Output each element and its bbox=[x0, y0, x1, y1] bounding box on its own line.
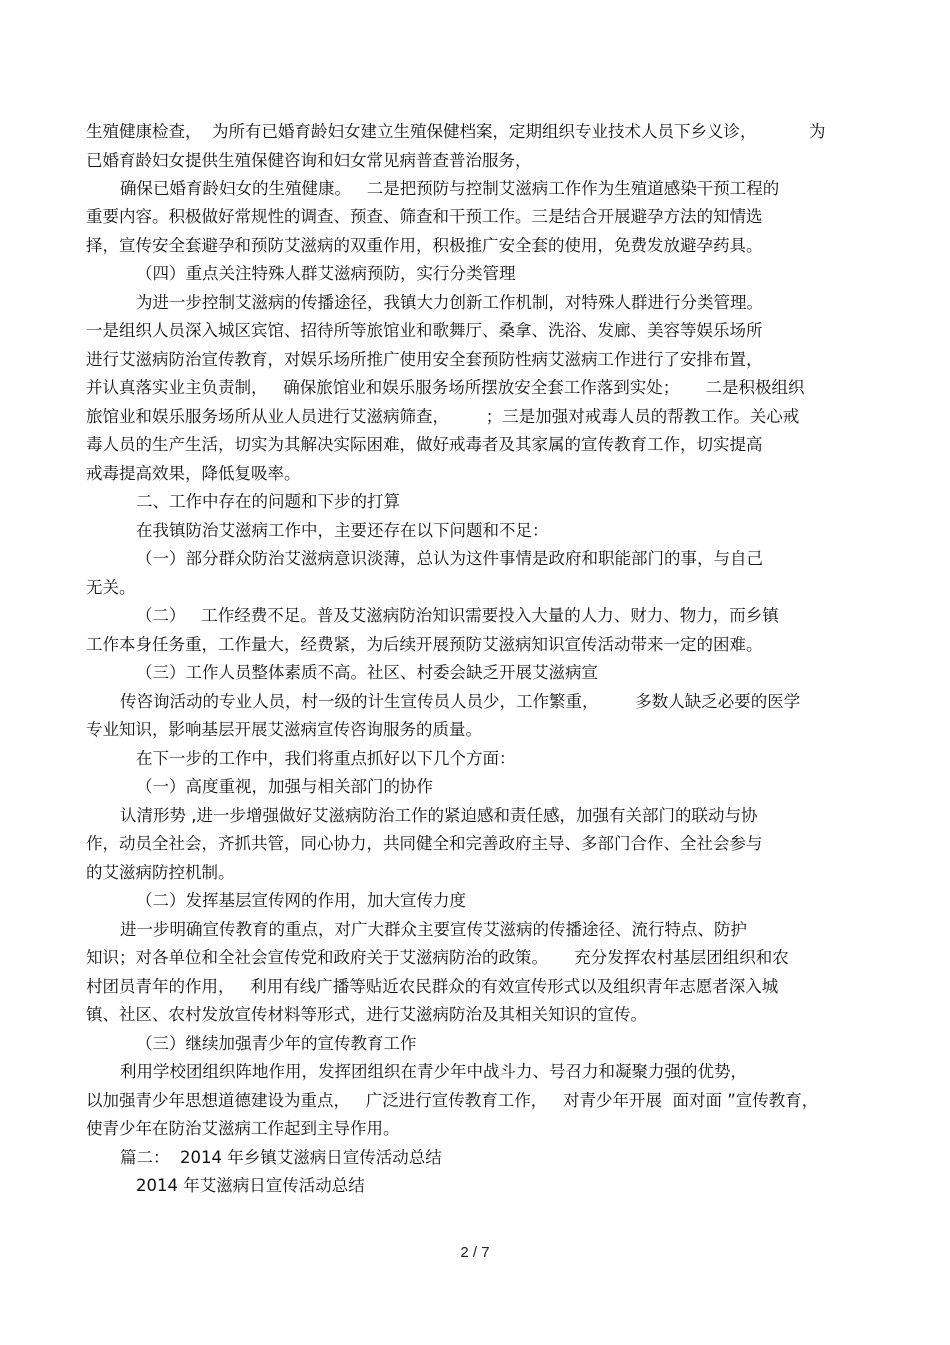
text-line: 一是组织人员深入城区宾馆、招待所等旅馆业和歌舞厅、桑拿、洗浴、发廊、美容等娱乐场所 bbox=[86, 321, 763, 340]
text-line: 进一步明确宣传教育的重点，对广大群众主要宣传艾滋病的传播途径、流行特点、防护 bbox=[120, 920, 747, 939]
text-line: 作，动员全社会，齐抓共管，同心协力，共同健全和完善政府主导、多部门合作、全社会参与 bbox=[86, 834, 763, 853]
text-line: 村团员青年的作用， 利用有线广播等贴近农民群众的有效宣传形式以及组织青年志愿者深入城 bbox=[86, 977, 779, 996]
text-line: 使青少年在防治艾滋病工作起到主导作用。 bbox=[86, 1119, 400, 1138]
text-line: 专业知识，影响基层开展艾滋病宣传咨询服务的质量。 bbox=[86, 720, 482, 739]
text-line: 无关。 bbox=[86, 578, 136, 597]
text-line: 进行艾滋病防治宣传教育，对娱乐场所推广使用安全套预防性病艾滋病工作进行了安排布置， bbox=[86, 350, 763, 369]
page-number: 2 / 7 bbox=[460, 1244, 490, 1261]
text-line: 的艾滋病防控机制。 bbox=[86, 863, 235, 882]
text-line: 生殖健康检查， 为所有已婚育龄妇女建立生殖保健档案，定期组织专业技术人员下乡义诊， 为 bbox=[86, 122, 826, 141]
article-subtitle: 2014 年艾滋病日宣传活动总结 bbox=[136, 1176, 365, 1195]
section-heading: （二）发挥基层宣传网的作用，加大宣传力度 bbox=[136, 891, 466, 910]
text-line: 择，宣传安全套避孕和预防艾滋病的双重作用，积极推广安全套的使用，免费发放避孕药具。 bbox=[86, 236, 763, 255]
text-line: 重要内容。积极做好常规性的调查、预查、筛查和干预工作。三是结合开展避孕方法的知情选 bbox=[86, 207, 763, 226]
text-line: 在我镇防治艾滋病工作中，主要还存在以下问题和不足： bbox=[136, 521, 549, 540]
text-line: 镇、社区、农村发放宣传材料等形式，进行艾滋病防治及其相关知识的宣传。 bbox=[86, 1005, 647, 1024]
article-title: 篇二： 2014 年乡镇艾滋病日宣传活动总结 bbox=[120, 1148, 442, 1167]
text-line: 知识；对各单位和全社会宣传党和政府关于艾滋病防治的政策。 充分发挥农村基层团组织和农 bbox=[86, 948, 789, 967]
text-line: 认清形势 ,进一步增强做好艾滋病防治工作的紧迫感和责任感，加强有关部门的联动与协 bbox=[120, 806, 758, 825]
text-line: 利用学校团组织阵地作用，发挥团组织在青少年中战斗力、号召力和凝聚力强的优势， bbox=[120, 1062, 747, 1081]
section-heading: （三）继续加强青少年的宣传教育工作 bbox=[136, 1034, 417, 1053]
text-line: 为进一步控制艾滋病的传播途径，我镇大力创新工作机制，对特殊人群进行分类管理。 bbox=[136, 293, 763, 312]
text-line: 在下一步的工作中，我们将重点抓好以下几个方面： bbox=[136, 749, 516, 768]
text-line: 已婚育龄妇女提供生殖保健咨询和妇女常见病普查普治服务， bbox=[86, 151, 532, 170]
text-line: （三）工作人员整体素质不高。社区、村委会缺乏开展艾滋病宣 bbox=[136, 663, 598, 682]
text-line: （二） 工作经费不足。普及艾滋病防治知识需要投入大量的人力、财力、物力，而乡镇 bbox=[136, 606, 779, 625]
text-line: 并认真落实业主负责制， 确保旅馆业和娱乐服务场所摆放安全套工作落到实处； 二是积极组织 bbox=[86, 378, 805, 397]
text-line: 传咨询活动的专业人员，村一级的计生宣传员人员少，工作繁重， 多数人缺乏必要的医学 bbox=[120, 692, 801, 711]
text-line: 工作本身任务重，工作量大，经费紧，为后续开展预防艾滋病知识宣传活动带来一定的困难。 bbox=[86, 635, 763, 654]
text-line: 毒人员的生产生活，切实为其解决实际困难，做好戒毒者及其家属的宣传教育工作，切实提高 bbox=[86, 435, 763, 454]
section-heading: （一）高度重视，加强与相关部门的协作 bbox=[136, 777, 433, 796]
text-line: （四）重点关注特殊人群艾滋病预防，实行分类管理 bbox=[136, 264, 516, 283]
text-line: （一）部分群众防治艾滋病意识淡薄，总认为这件事情是政府和职能部门的事，与自己 bbox=[136, 549, 763, 568]
text-line: 戒毒提高效果，降低复吸率。 bbox=[86, 464, 301, 483]
text-line: 旅馆业和娱乐服务场所从业人员进行艾滋病筛查， ；三是加强对戒毒人员的帮教工作。关心戒 bbox=[86, 407, 800, 426]
section-heading: 二、工作中存在的问题和下步的打算 bbox=[136, 492, 400, 511]
text-line: 以加强青少年思想道德建设为重点， 广泛进行宣传教育工作， 对青少年开展 面对面 ”宣传教育， bbox=[86, 1091, 819, 1110]
text-line: 确保已婚育龄妇女的生殖健康。 二是把预防与控制艾滋病工作作为生殖道感染干预工程的 bbox=[120, 179, 780, 198]
